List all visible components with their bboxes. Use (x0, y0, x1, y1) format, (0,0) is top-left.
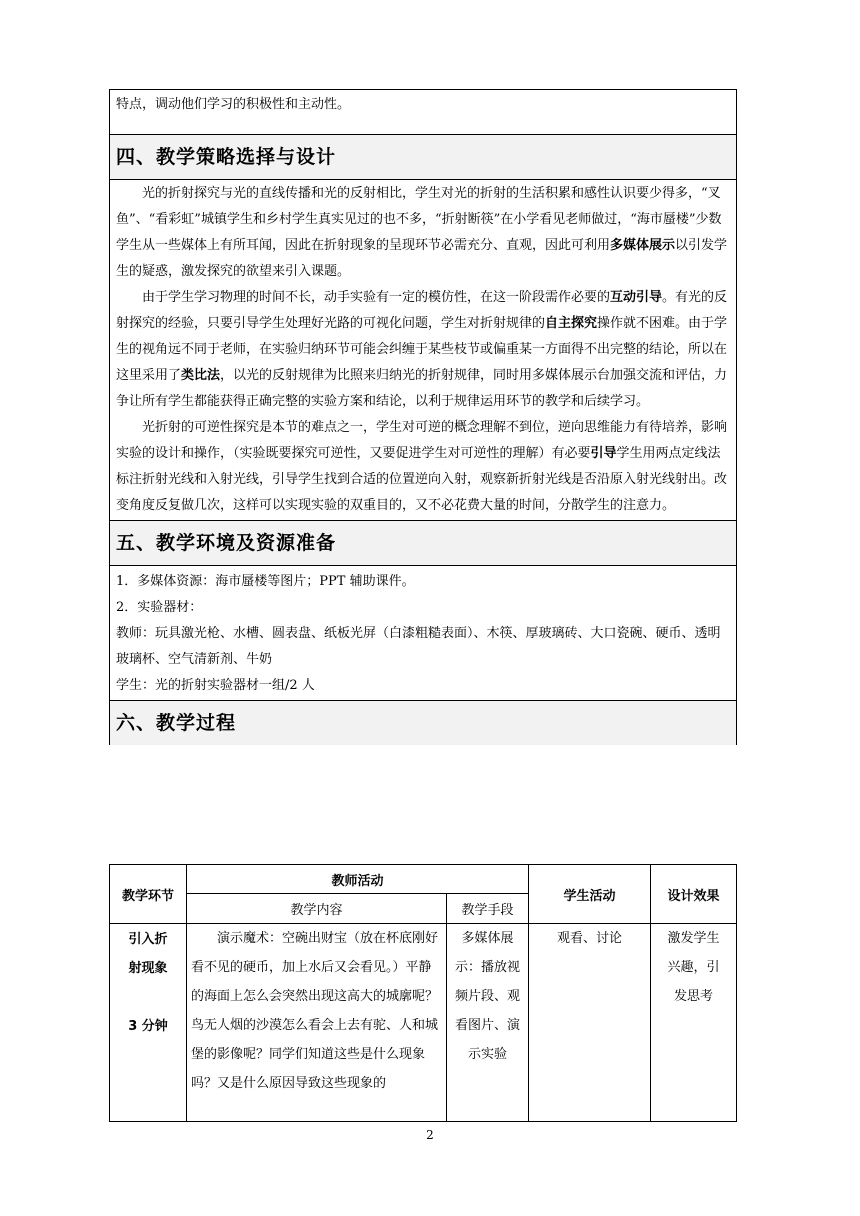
means-cell: 多媒体展示：播放视频片段、观看图片、演示实验 (447, 924, 529, 1122)
content-cell: 演示魔术：空碗出财宝（放在杯底刚好看不见的硬币，加上水后又会看见。）平静的海面上怎么会突然出现这高大的城廓呢？鸟无人烟的沙漠怎么看会上去有驼、人和城堡的影像呢？同学们知道这些是什么现象吗？又是什么原因导致这些现象的 (187, 924, 447, 1122)
emphasis-term: 类比法 (181, 368, 221, 383)
stage-name: 引入折射现象 (128, 932, 168, 976)
paragraph: 由于学生学习物理的时间不长，动手实验有一定的模仿性，在这一阶段需作必要的互动引导。有光的反射探究的经验，只要引导学生处理好光路的可视化问题，学生对折射规律的自主探究操作就不困难。由于学生的视角远不同于老师，在实验归纳环节可能会纠缠于某些枝节或偏重某一方面得不出完整的结论，所以在这里采用了类比法，以光的反射规律为比照来归纳光的折射规律，同时用多媒体展示台加强交流和评估，力争让所有学生都能获得正确完整的实验方案和结论，以利于规律运用环节的教学和后续学习。 (116, 290, 728, 409)
resource-line: 2．实验器材： (116, 600, 203, 615)
continuation-text: 特点，调动他们学习的积极性和主动性。 (110, 89, 736, 134)
resource-line: 教师：玩具激光枪、水槽、圆表盘、纸板光屏（白漆粗糙表面）、木筷、厚玻璃砖、大口瓷碗、硬币、透明玻璃杯、空气清新剂、牛奶 (116, 626, 721, 667)
header-content: 教学内容 (187, 894, 447, 924)
student-cell: 观看、讨论 (529, 924, 651, 1122)
document-frame (109, 89, 737, 745)
resource-line: 学生：光的折射实验器材一组/2 人 (116, 678, 315, 693)
emphasis-term: 多媒体展示 (610, 238, 676, 253)
header-means: 教学手段 (447, 894, 529, 924)
header-student-activity: 学生活动 (529, 865, 651, 924)
emphasis-term: 引导 (590, 446, 617, 461)
section-6-heading: 六、教学过程 (110, 700, 736, 745)
section-4-body (110, 179, 736, 520)
header-stage: 教学环节 (110, 865, 187, 924)
resource-line: 1．多媒体资源：海市蜃楼等图片；PPT 辅助课件。 (116, 574, 415, 589)
header-teacher-activity: 教师活动 (187, 865, 529, 894)
section-5-heading: 五、教学环境及资源准备 (110, 520, 736, 565)
effect-cell: 激发学生兴趣，引发思考 (651, 924, 737, 1122)
emphasis-term: 自主探究 (545, 316, 598, 331)
paragraph: 光折射的可逆性探究是本节的难点之一，学生对可逆的概念理解不到位，逆向思维能力有待培养，影响实验的设计和操作，（实验既要探究可逆性，又要促进学生对可逆性的理解）有必要引导学生用两点定线法标注折射光线和入射光线，引导学生找到合适的位置逆向入射，观察新折射光线是否沿原入射光线射出。改变角度反复做几次，这样可以实现实验的双重目的，又不必花费大量的时间，分散学生的注意力。 (116, 420, 728, 513)
page-number: 2 (426, 1128, 434, 1142)
paragraph: 光的折射探究与光的直线传播和光的反射相比，学生对光的折射的生活积累和感性认识要少得多，“叉鱼”、“看彩虹”城镇学生和乡村学生真实见过的也不多，“折射断筷”在小学看见老师做过，“海市蜃楼”少数学生从一些媒体上有所耳闻，因此在折射现象的呈现环节必需充分、直观，因此可利用多媒体展示以引发学生的疑惑，激发探究的欲望来引入课题。 (116, 186, 728, 279)
emphasis-term: 互动引导 (610, 290, 663, 305)
section-4-heading: 四、教学策略选择与设计 (110, 134, 736, 179)
stage-cell (110, 924, 187, 1122)
section-5-body (110, 565, 736, 700)
stage-time: 3 分钟 (128, 1019, 168, 1034)
teaching-process-table (109, 864, 737, 1122)
header-design-effect: 设计效果 (651, 865, 737, 924)
